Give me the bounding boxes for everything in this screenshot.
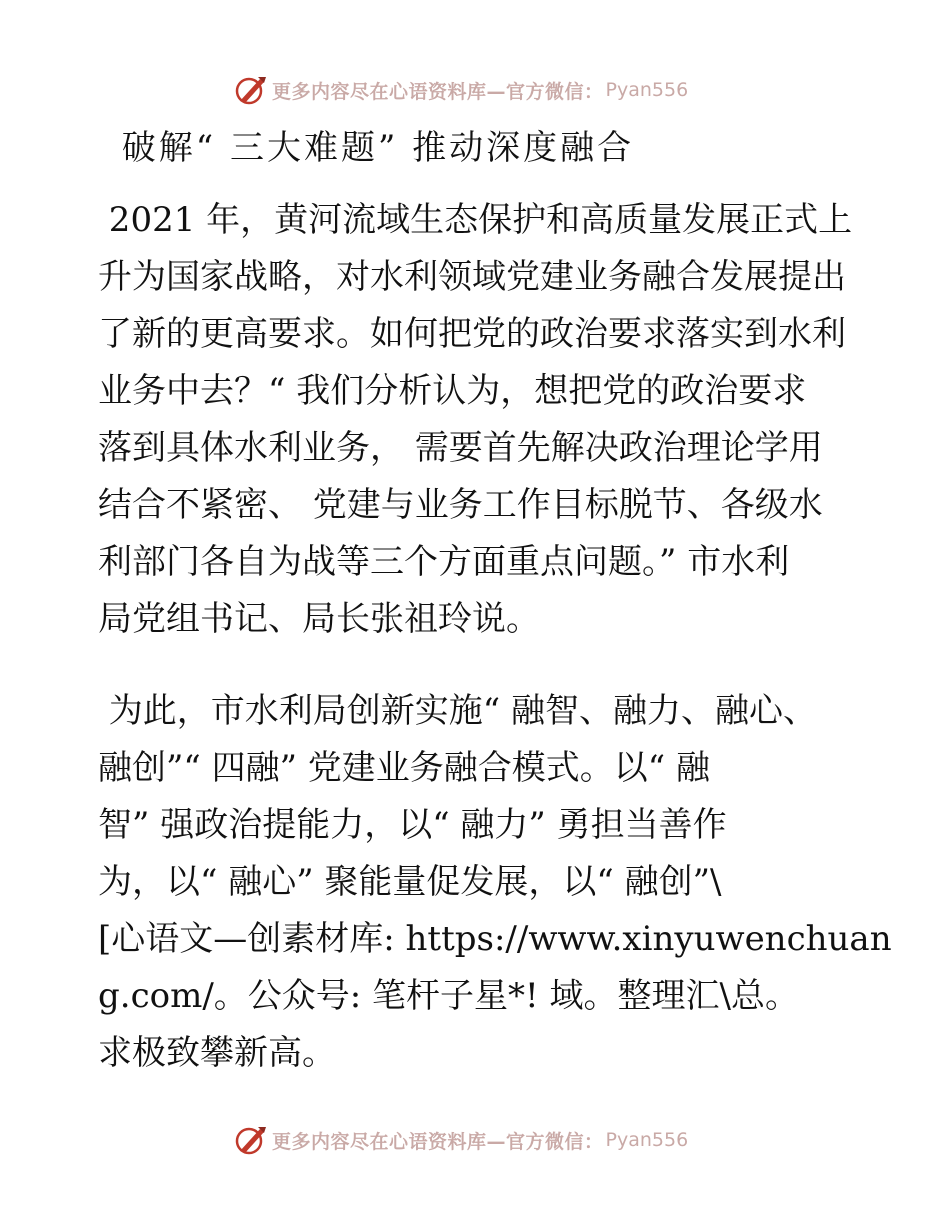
paragraph-line: 局党组书记、局长张祖玲说。 (98, 599, 540, 639)
footer-banner (234, 1122, 688, 1158)
paragraph-line: 业务中去？“ 我们分析认为，想把党的政治要求 (98, 371, 807, 411)
paragraph-line: 升为国家战略，对水利领域党建业务融合发展提出 (98, 257, 846, 297)
paragraph-line: 2021 年，黄河流域生态保护和高质量发展正式上 (98, 200, 853, 240)
paragraph-line: 落到具体水利业务， 需要首先解决政治理论学用 (98, 428, 823, 468)
header-wechat-id: Pyan556 (605, 79, 689, 101)
paragraph-line: 融创”“ 四融” 党建业务融合模式。以“ 融 (98, 748, 710, 788)
paragraph-line: 求极致攀新高。 (98, 1033, 336, 1073)
header-banner (234, 72, 688, 108)
paragraph-line: 为，以“ 融心” 聚能量促发展，以“ 融创”\ (98, 862, 722, 902)
footer-wechat-id: Pyan556 (605, 1129, 689, 1151)
quill-logo-icon (234, 1123, 268, 1157)
paragraph-line: [心语文—创素材库: https://www.xinyuwenchuan (98, 919, 892, 959)
header-slogan: 更多内容尽在心语资料库—官方微信： (272, 80, 604, 103)
paragraph-line: 智” 强政治提能力，以“ 融力” 勇担当善作 (98, 805, 727, 845)
footer-slogan: 更多内容尽在心语资料库—官方微信： (272, 1130, 604, 1153)
paragraph-line: 为此，市水利局创新实施“ 融智、融力、融心、 (98, 691, 817, 731)
paragraph-line: 利部门各自为战等三个方面重点问题。” 市水利 (98, 542, 790, 582)
paragraph-line: g.com/。公众号: 笔杆子星*! 域。整理汇\总。 (98, 976, 799, 1016)
article-paragraph-2 (98, 683, 892, 1082)
paragraph-line: 了新的更高要求。如何把党的政治要求落实到水利 (98, 314, 846, 354)
article-paragraph-1 (98, 192, 858, 648)
article-title: 破解“ 三大难题” 推动深度融合 (108, 128, 635, 168)
quill-logo-icon (234, 73, 268, 107)
paragraph-line: 结合不紧密、 党建与业务工作目标脱节、各级水 (98, 485, 823, 525)
